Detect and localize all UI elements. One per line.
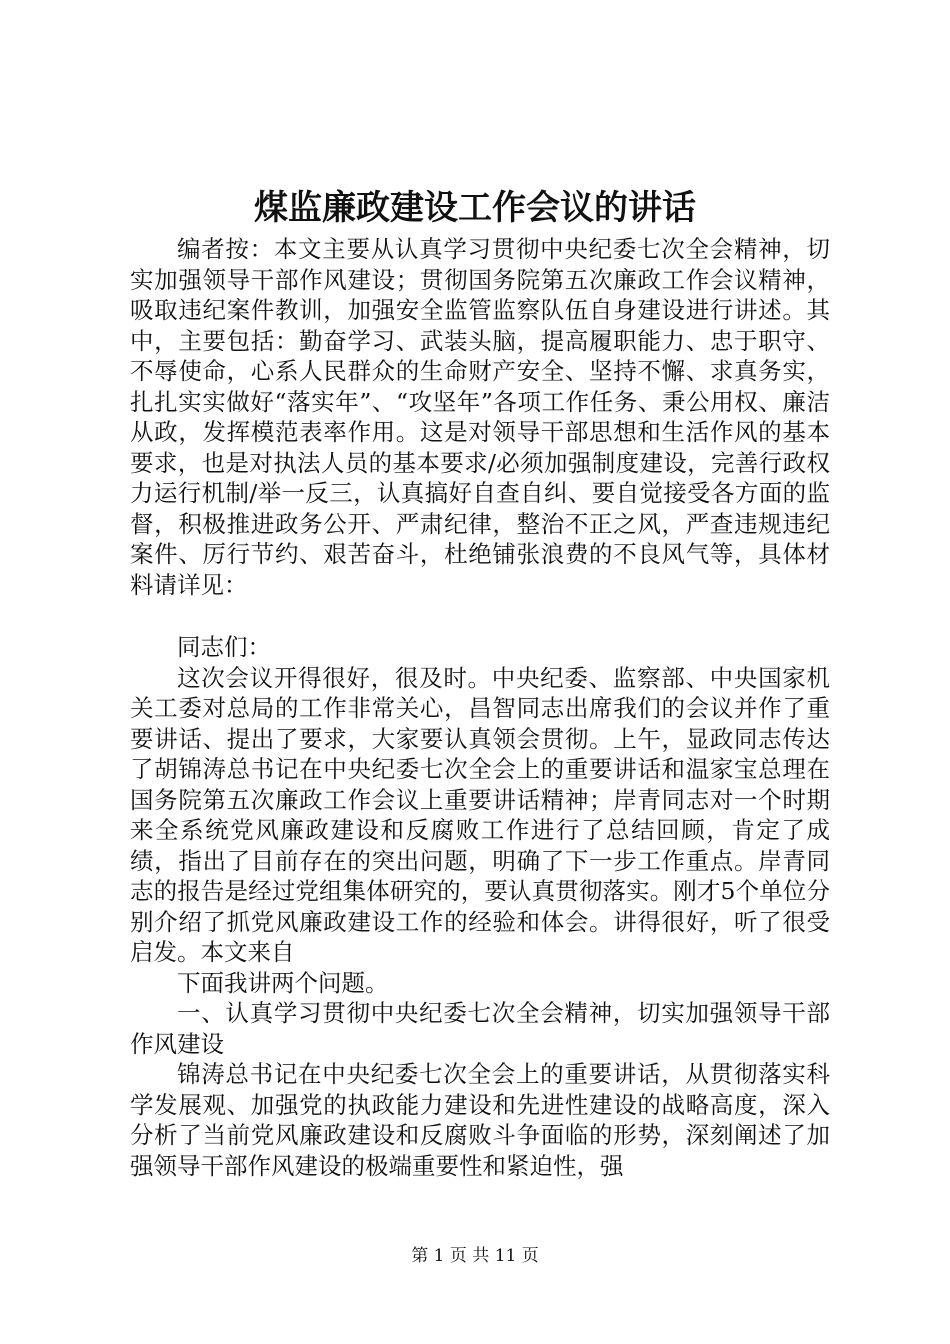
editor-note-paragraph: 编者按：本文主要从认真学习贯彻中央纪委七次全会精神，切实加强领导干部作风建设；贯彻国务院第五次廉政工作会议精神，吸取违纪案件教训，加强安全监管监察队伍自身建设进行讲述。其中，主要包括：勤奋学习、武装头脑，提高履职能力、忠于职守、不辱使命，心系人民群众的生命财产安全、坚持不懈、求真务实，扎扎实实做好“落实年”、“攻坚年”各项工作任务、秉公用权、廉洁从政，发挥模范表率作用。这是对领导干部思想和生活作风的基本要求，也是对执法人员的基本要求/必须加强制度建设，完善行政权力运行机制/举一反三，认真搞好自查自纠、要自觉接受各方面的监督，积极推进政务公开、严肃纪律，整治不正之风，严查违规违纪案件、厉行节约、艰苦奋斗，杜绝铺张浪费的不良风气等，具体材料请详见： [130,235,830,599]
body-paragraph: 下面我讲两个问题。 [177,968,389,997]
speech-body [130,632,830,1181]
document-title: 煤监廉政建设工作会议的讲话 [254,188,696,228]
editor-note-section [130,234,830,600]
salutation-paragraph: 同志们： [177,633,271,661]
section-heading: 一、认真学习贯彻中央纪委七次全会精神，切实加强领导干部作风建设 [130,999,830,1058]
body-paragraph: 锦涛总书记在中央纪委七次全会上的重要讲话，从贯彻落实科学发展观、加强党的执政能力建设和先进性建设的战略高度，深入分析了当前党风廉政建设和反腐败斗争面临的形势，深刻阐述了加强领导干部作风建设的极端重要性和紧迫性，强 [130,1060,830,1180]
page-footer: 第 1 页 共 11 页 [411,1246,539,1266]
body-paragraph: 这次会议开得很好，很及时。中央纪委、监察部、中央国家机关工委对总局的工作非常关心，昌智同志出席我们的会议并作了重要讲话、提出了要求，大家要认真领会贯彻。上午，显政同志传达了胡锦涛总书记在中央纪委七次全会上的重要讲话和温家宝总理在国务院第五次廉政工作会议上重要讲话精神；岸青同志对一个时期来全系统党风廉政建设和反腐败工作进行了总结回顾，肯定了成绩，指出了目前存在的突出问题，明确了下一步工作重点。岸青同志的报告是经过党组集体研究的，要认真贯彻落实。刚才5个单位分别介绍了抓党风廉政建设工作的经验和体会。讲得很好，听了很受启发。本文来自 [130,663,830,966]
